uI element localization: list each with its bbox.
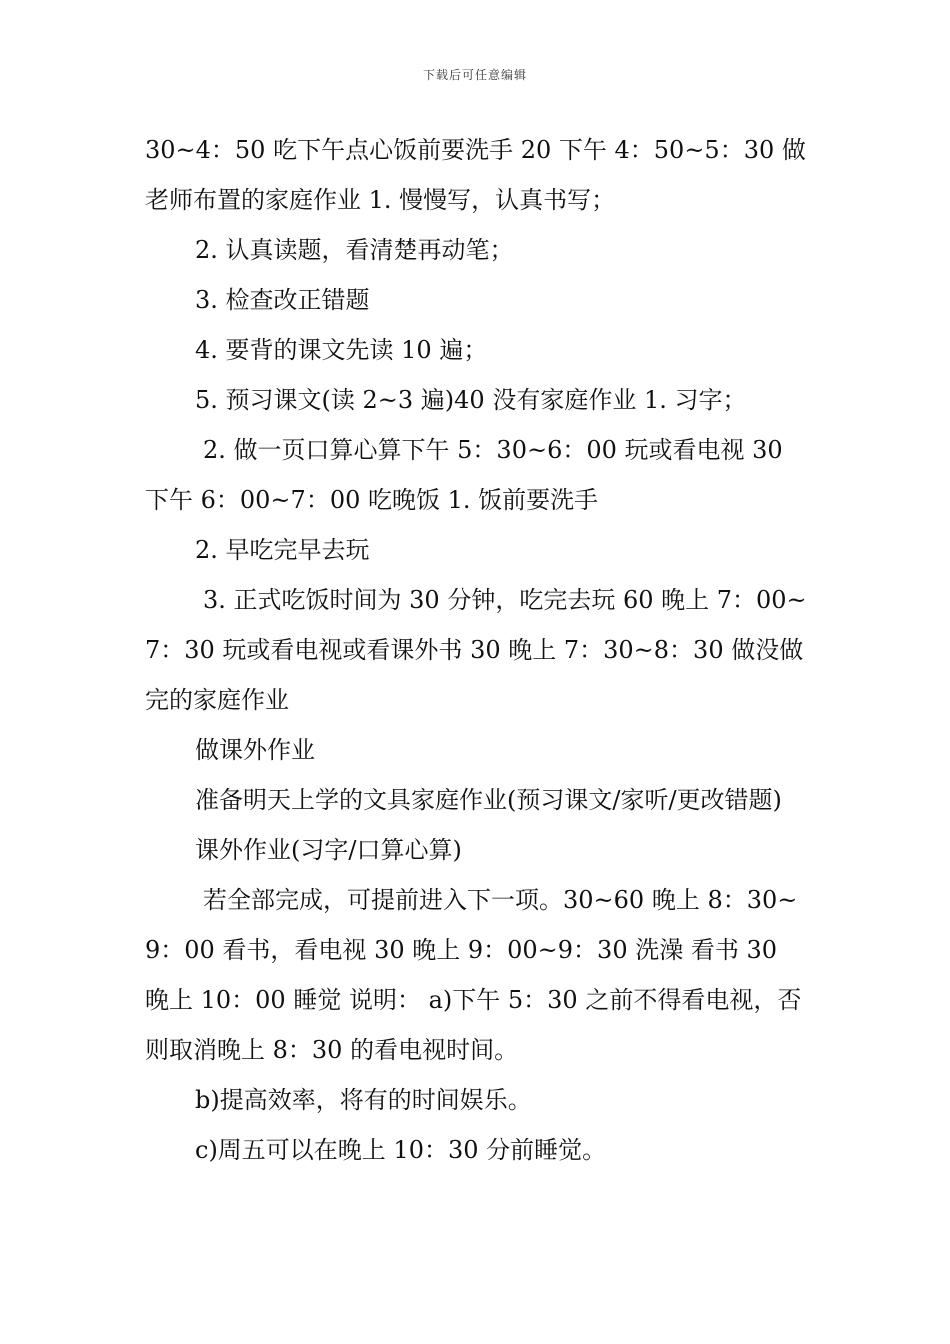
- paragraph-item-2: 2. 认真读题，看清楚再动笔；: [195, 236, 514, 264]
- paragraph-extra-work: 课外作业(习字/口算心算): [195, 836, 462, 864]
- paragraph-schedule-afternoon: 30~4：50 吃下午点心饭前要洗手 20 下午 4：50~5：30 做老师布置的家庭作业 1. 慢慢写，认真书写；: [145, 136, 806, 214]
- paragraph-note-c: c)周五可以在晚上 10：30 分前睡觉。: [195, 1136, 607, 1164]
- paragraph-item-3b: 3. 正式吃饭时间为 30 分钟，吃完去玩 60 晚上 7：00~7：30 玩或看电视或看课外书 30 晚上 7：30~8：30 做没做完的家庭作业: [145, 586, 807, 714]
- paragraph-extra-homework: 做课外作业: [195, 736, 315, 764]
- paragraph-item-2c: 2. 早吃完早去玩: [195, 536, 370, 564]
- paragraph-item-4: 4. 要背的课文先读 10 遍；: [195, 336, 488, 364]
- paragraph-prepare: 准备明天上学的文具家庭作业(预习课文/家听/更改错题): [195, 786, 782, 814]
- page-header: 下载后可任意编辑: [422, 68, 527, 82]
- paragraph-item-5: 5. 预习课文(读 2~3 遍)40 没有家庭作业 1. 习字；: [195, 386, 747, 414]
- paragraph-item-3: 3. 检查改正错题: [195, 286, 370, 314]
- document-body: [145, 125, 807, 1175]
- paragraph-item-2b: 2. 做一页口算心算下午 5：30~6：00 玩或看电视 30 下午 6：00~7：00 吃晚饭 1. 饭前要洗手: [145, 436, 783, 514]
- paragraph-note-b: b)提高效率，将有的时间娱乐。: [195, 1086, 532, 1114]
- paragraph-evening: 若全部完成，可提前进入下一项。30~60 晚上 8：30~9：00 看书，看电视 30 晚上 9：00~9：30 洗澡 看书 30 晚上 10：00 睡觉 说明： a)下午 5：30 之前不得看电视，否则取消晚上 8：30 的看电视时间。: [145, 886, 802, 1064]
